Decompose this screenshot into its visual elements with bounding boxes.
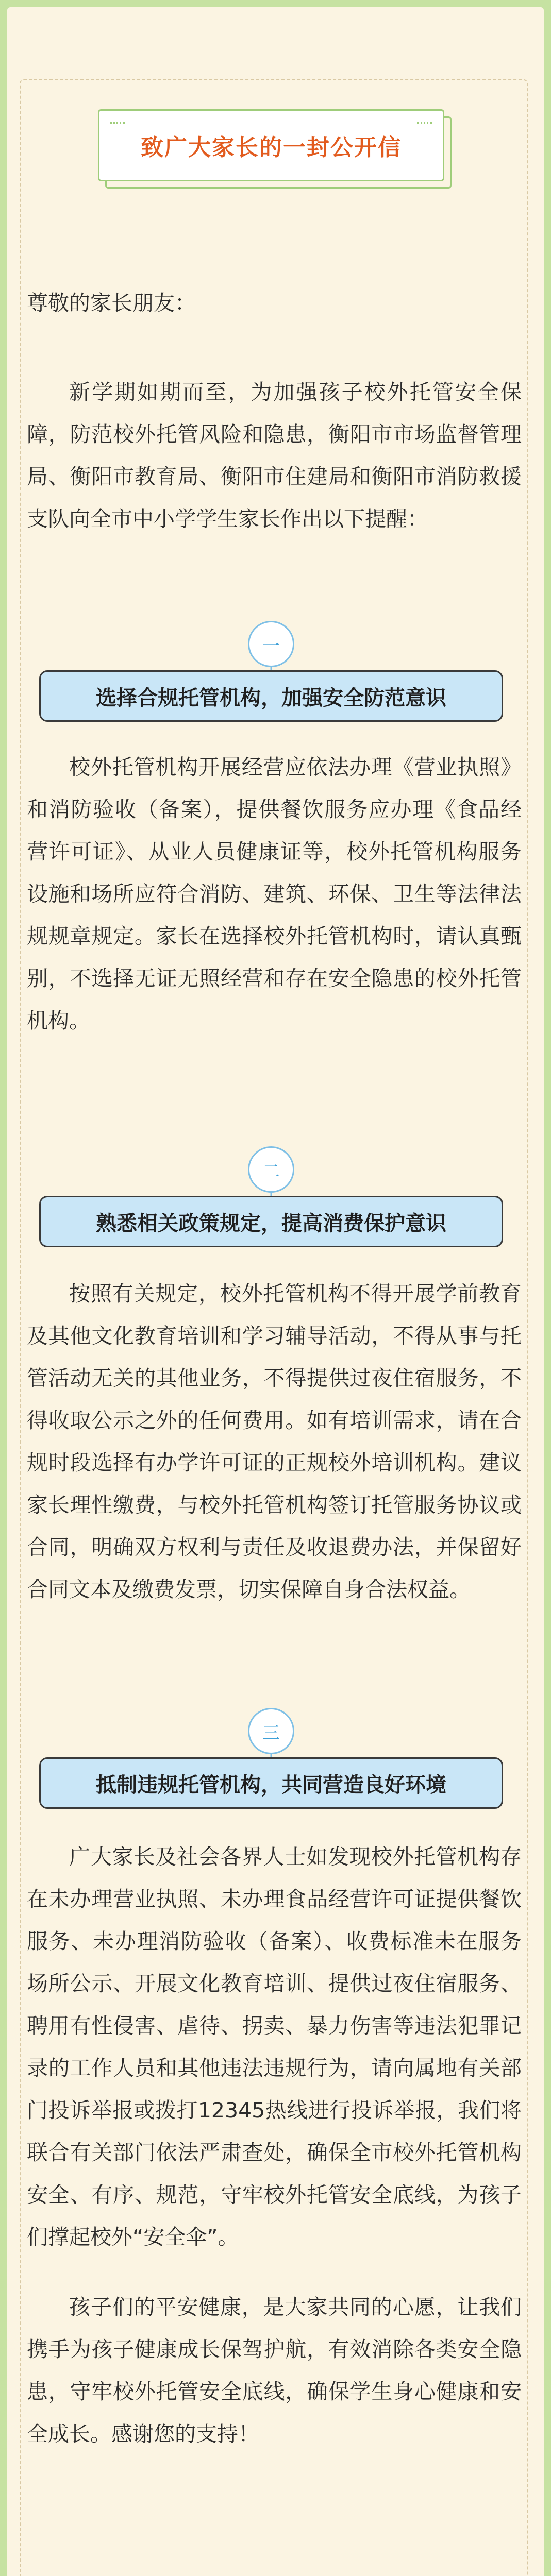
title-banner — [98, 109, 448, 185]
title-decoration-left — [110, 122, 125, 129]
section-3-body: 广大家长及社会各界人士如发现校外托管机构存在未办理营业执照、未办理食品经营许可证提供餐饮服务、未办理消防验收（备案）、收费标准未在服务场所公示、开展文化教育培训、提供过夜住宿服务、聘用有性侵害、虐待、拐卖、暴力伤害等违法犯罪记录的工作人员和其他违法违规行为，请向属地有关部门投诉举报或拨打12345热线进行投诉举报，我们将联合有关部门依法严肃查处，确保全市校外托管机构安全、有序、规范，守牢校外托管安全底线，为孩子们撑起校外“安全伞”。 — [27, 1844, 522, 2249]
section-1-title-box — [39, 670, 503, 722]
section-1-title: 选择合规托管机构，加强安全防范意识 — [96, 686, 446, 710]
title-box — [98, 109, 444, 181]
intro-paragraph: 新学期如期而至，为加强孩子校外托管安全保障，防范校外托管风险和隐患，衡阳市市场监督管理局、衡阳市教育局、衡阳市住建局和衡阳市消防救援支队向全市中小学学生家长作出以下提醒： — [27, 380, 522, 531]
greeting: 尊敬的家长朋友： — [27, 291, 196, 315]
letter-title: 致广大家长的一封公开信 — [141, 134, 402, 161]
section-2-block — [27, 1273, 522, 1611]
intro-block — [27, 371, 522, 540]
section-2-title: 熟悉相关政策规定，提高消费保护意识 — [96, 1211, 446, 1235]
section-3-title: 抵制违规托管机构，共同营造良好环境 — [96, 1773, 446, 1797]
section-3-block — [27, 1836, 522, 2455]
section-1-header — [39, 621, 503, 710]
section-1-block — [27, 746, 522, 1042]
section-2-title-box — [39, 1196, 503, 1247]
section-2-body: 按照有关规定，校外托管机构不得开展学前教育及其他文化教育培训和学习辅导活动，不得从事与托管活动无关的其他业务，不得提供过夜住宿服务，不得收取公示之外的任何费用。如有培训需求，请在合规时段选择有办学许可证的正规校外培训机构。建议家长理性缴费，与校外托管机构签订托管服务协议或合同，明确双方权利与责任及收退费办法，并保留好合同文本及缴费发票，切实保障自身合法权益。 — [27, 1281, 522, 1602]
section-2-header — [39, 1146, 503, 1235]
closing-paragraph: 孩子们的平安健康，是大家共同的心愿，让我们携手为孩子健康成长保驾护航，有效消除各类安全隐患，守牢校外托管安全底线，确保学生身心健康和安全成长。感谢您的支持！ — [27, 2295, 522, 2446]
section-2-number: 二 — [248, 1146, 294, 1193]
section-3-title-box — [39, 1757, 503, 1809]
title-decoration-right — [417, 122, 432, 129]
section-3-header — [39, 1708, 503, 1797]
section-3-number: 三 — [248, 1708, 294, 1754]
section-1-body: 校外托管机构开展经营应依法办理《营业执照》和消防验收（备案），提供餐饮服务应办理《食品经营许可证》、从业人员健康证等，校外托管机构服务设施和场所应符合消防、建筑、环保、卫生等法律法规规章规定。家长在选择校外托管机构时，请认真甄别，不选择无证无照经营和存在安全隐患的校外托管机构。 — [27, 755, 522, 1033]
section-1-number: 一 — [248, 621, 294, 667]
